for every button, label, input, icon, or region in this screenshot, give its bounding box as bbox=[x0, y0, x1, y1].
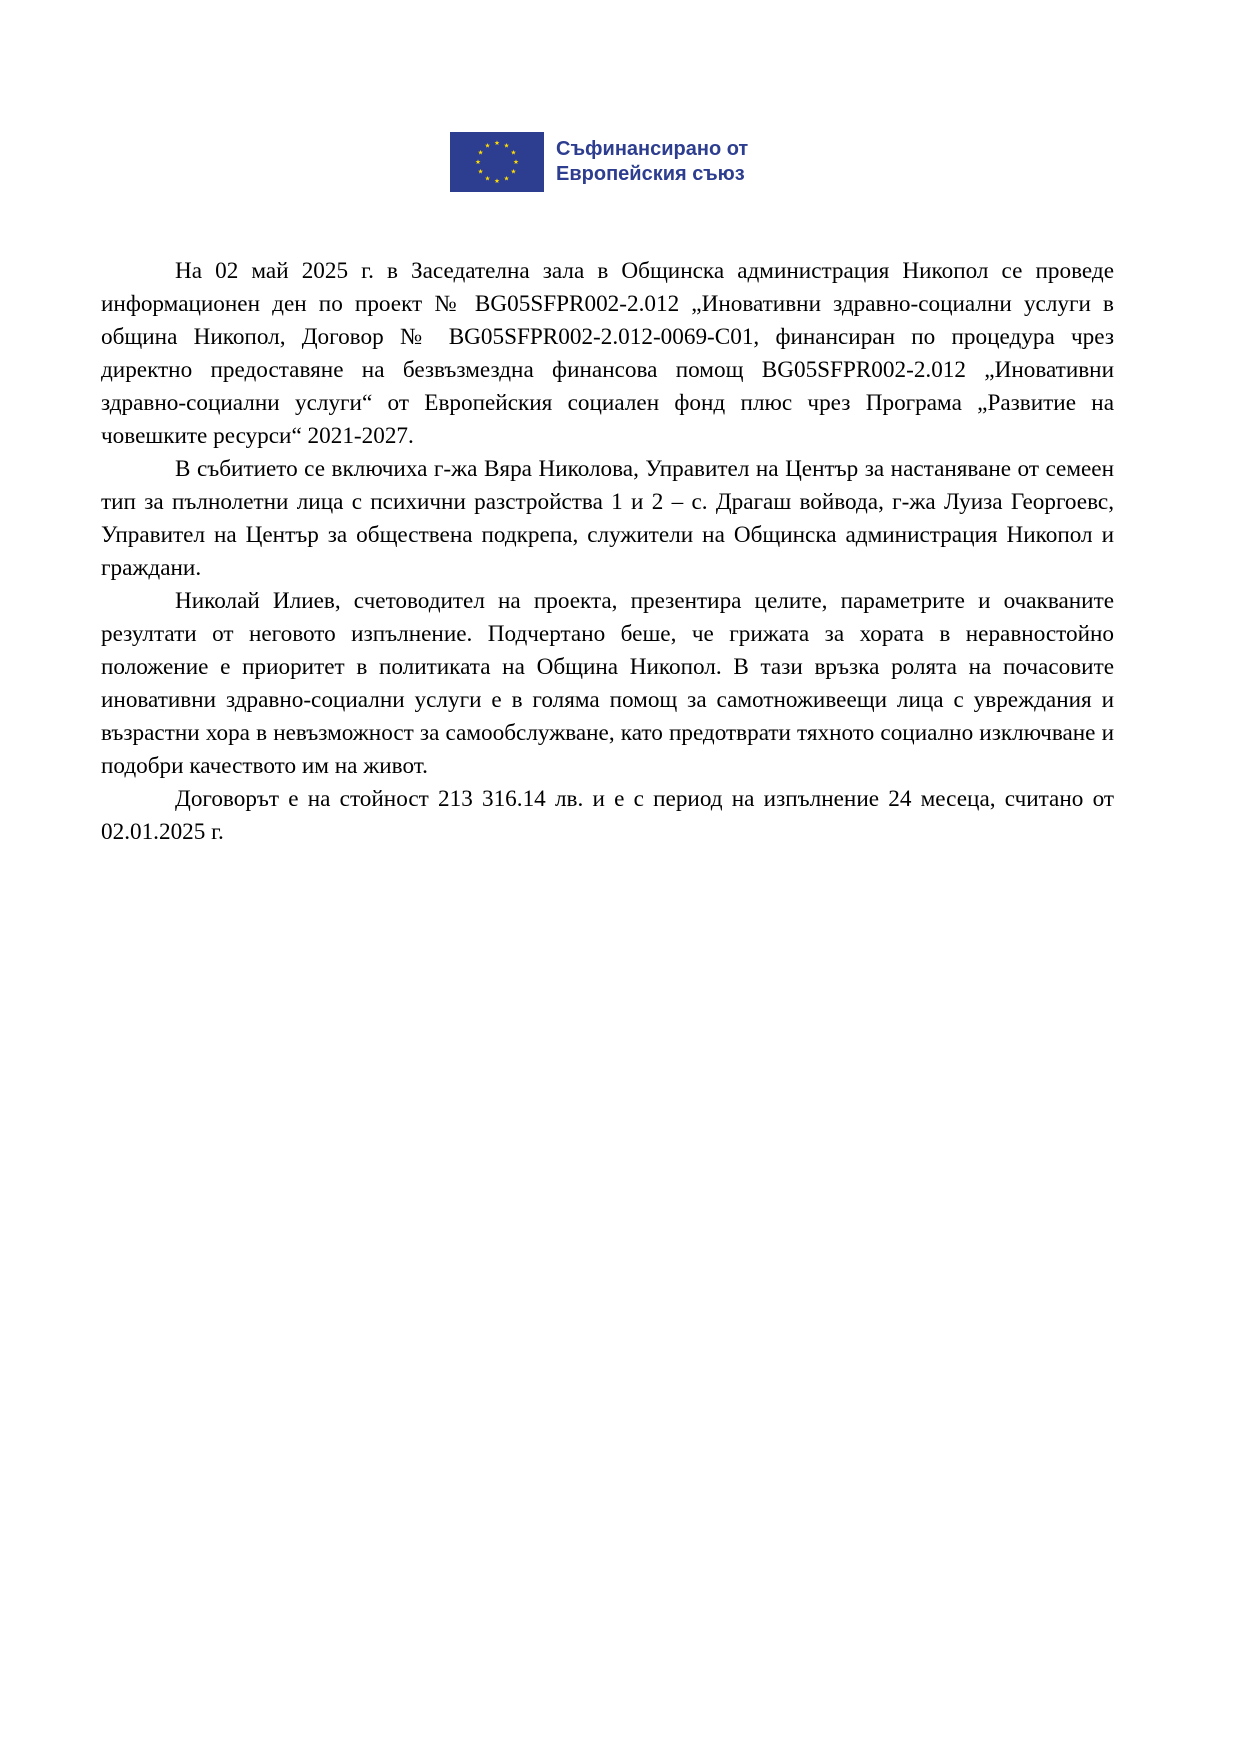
eu-flag-icon bbox=[450, 132, 544, 192]
eu-text-line-2: Европейския съюз bbox=[556, 163, 745, 185]
eu-text-line-1: Съфинансирано от bbox=[556, 138, 749, 160]
eu-cofunded-logo bbox=[450, 132, 748, 192]
paragraph-1: На 02 май 2025 г. в Заседателна зала в Общинска администрация Никопол се проведе информационен ден по проект № BG05SFPR002-2.012 „Иновативни здравно-социални услуги в община Никопол, Договор № BG05SFPR002-2.012-0069-С01, финансиран по процедура чрез директно предоставяне на безвъзмездна финансова помощ BG05SFPR002-2.012 „Иновативни здравно-социални услуги“ от Европейския социален фонд плюс чрез Програма „Развитие на човешките ресурси“ 2021-2027. bbox=[101, 258, 1114, 449]
paragraph-4: Договорът е на стойност 213 316.14 лв. и е с период на изпълнение 24 месеца, считано от 02.01.2025 г. bbox=[101, 786, 1114, 845]
document-body bbox=[101, 255, 1114, 849]
eu-cofunded-text bbox=[556, 137, 748, 187]
paragraph-3: Николай Илиев, счетоводител на проекта, презентира целите, параметрите и очакваните резултати от неговото изпълнение. Подчертано беше, че грижата за хората в неравностойно положение е приоритет в политиката на Община Никопол. В тази връзка ролята на почасовите иновативни здравно-социални услуги е в голяма помощ за самотноживеещи лица с увреждания и възрастни хора в невъзможност за самообслужване, като предотврати тяхното социално изключване и подобри качеството им на живот. bbox=[101, 588, 1114, 779]
paragraph-2: В събитието се включиха г-жа Вяра Николова, Управител на Център за настаняване от семеен тип за пълнолетни лица с психични разстройства 1 и 2 – с. Драгаш войвода, г-жа Луиза Георгоевс, Управител на Център за обществена подкрепа, служители на Общинска администрация Никопол и граждани. bbox=[101, 456, 1114, 581]
